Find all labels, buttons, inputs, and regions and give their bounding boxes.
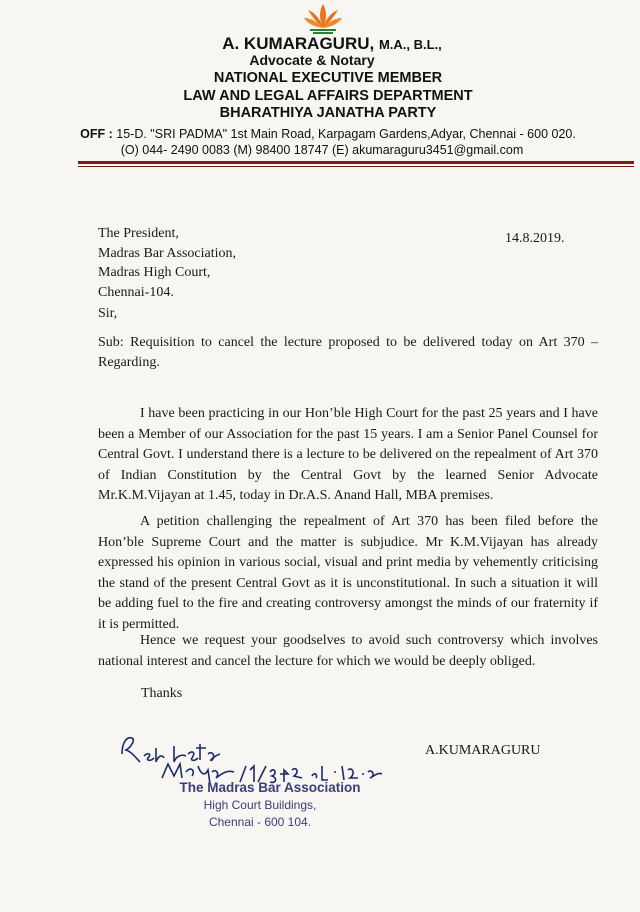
office-label: OFF : xyxy=(80,127,113,141)
stamp-line-3: Chennai - 600 104. xyxy=(208,815,312,829)
office-address: 15-D. "SRI PADMA" 1st Main Road, Karpagam Gardens,Adyar, Chennai - 600 020. xyxy=(116,127,576,141)
body-paragraph xyxy=(98,512,598,635)
body-paragraph xyxy=(98,404,598,507)
address-line: Madras High Court, xyxy=(98,265,211,280)
lotus-logo-icon xyxy=(302,2,344,36)
recipient-address xyxy=(98,224,398,302)
paragraph-text: Hence we request your goodselves to avoid such controversy which involves national interest and cancel the lecture for which we would be deeply obliged. xyxy=(98,633,598,669)
subject-line: Sub: Requisition to cancel the lecture proposed to be delivered today on Art 370 – Regarding. xyxy=(98,335,598,370)
stamp-line-2: High Court Buildings, xyxy=(203,798,317,812)
letterhead-line-2: LAW AND LEGAL AFFAIRS DEPARTMENT xyxy=(183,88,473,104)
letterhead-contact: (O) 044- 2490 0083 (M) 98400 18747 (E) akumaraguru3451@gmail.com xyxy=(120,143,524,157)
letterhead-office xyxy=(8,127,640,141)
letterhead-line-1: NATIONAL EXECUTIVE MEMBER xyxy=(213,70,443,86)
body-paragraph xyxy=(98,631,598,672)
closing: Thanks xyxy=(141,686,183,701)
signatory-name: A.KUMARAGURU xyxy=(425,743,541,758)
handwritten-received-note xyxy=(116,726,386,786)
address-line: The President, xyxy=(98,226,179,241)
stamp-line-1: The Madras Bar Association xyxy=(179,780,361,795)
letterhead-degrees: M.A., B.L., xyxy=(378,37,442,52)
address-line: Madras Bar Association, xyxy=(98,245,237,261)
header-divider-thin xyxy=(78,166,634,167)
letterhead-name xyxy=(12,34,640,54)
letter-date: 14.8.2019. xyxy=(505,231,565,246)
paragraph-text: A petition challenging the repealment of Art 370 has been filed before the Hon’ble Supreme Court and the matter is subjudice. Mr K.M.Vijayan has already expressed his opinion in various social, visual and print media by vehemently criticising the stand of the present Central Govt as it is unconstitutional. In such a situation it will be adding fuel to the fire and creating controversy amongst the minds of our fraternity if it is permitted. xyxy=(98,514,598,632)
letterhead-line-3: BHARATHIYA JANATHA PARTY xyxy=(219,105,437,121)
paragraph-text: I have been practicing in our Hon’ble High Court for the past 25 years and I have been a Member of our Association for the past 15 years. I am a Senior Panel Counsel for Central Govt. I understand there is a lecture to be delivered on the repealment of Art 370 of Indian Constitution by the Central Govt by the learned Senior Advocate Mr.K.M.Vijayan at 1.45, today in Dr.A.S. Anand Hall, MBA premises. xyxy=(98,406,598,503)
header-divider-thick xyxy=(78,161,634,164)
address-line: Chennai-104. xyxy=(98,284,174,300)
salutation: Sir, xyxy=(98,306,118,321)
letterhead-name-text: A. KUMARAGURU, xyxy=(222,34,375,53)
letterhead-profession: Advocate & Notary xyxy=(249,52,375,68)
